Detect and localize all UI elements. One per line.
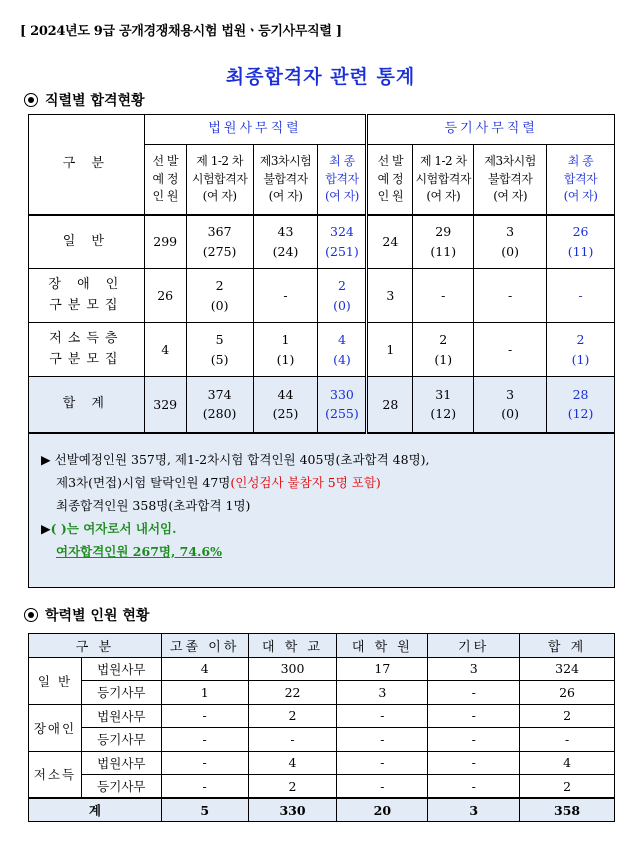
note-line bbox=[41, 540, 602, 563]
table-row bbox=[29, 751, 615, 775]
row-label: 장 애 인 구분모집 bbox=[29, 269, 145, 323]
cell-registry-2: - bbox=[474, 269, 547, 323]
value-cell: - bbox=[248, 728, 337, 752]
value-cell: 2 bbox=[248, 704, 337, 728]
column-header-court-0: 선 발 예 정 인 원 bbox=[144, 145, 186, 215]
value-cell: 3 bbox=[428, 657, 520, 681]
education-table bbox=[28, 633, 615, 822]
sub-label: 등기사무 bbox=[81, 775, 161, 799]
note-line: ▶ 선발예정인원 357명, 제1-2차시험 합격인원 405명(초과합격 48명), bbox=[41, 451, 430, 467]
table-row bbox=[29, 657, 615, 681]
cell-court-1: 374 (280) bbox=[186, 377, 253, 433]
column-header: 대 학 원 bbox=[337, 634, 428, 658]
column-header: 합 계 bbox=[520, 634, 615, 658]
notes-box bbox=[29, 433, 615, 588]
cell-registry-0: 24 bbox=[367, 215, 413, 269]
cell-registry-1: 29 (11) bbox=[413, 215, 474, 269]
document-header: [ 2024년도 9급 공개경쟁채용시험 법원ㆍ등기사무직렬 ] bbox=[20, 24, 342, 39]
table-row bbox=[29, 377, 615, 433]
total-cell: 358 bbox=[520, 798, 615, 822]
total-row bbox=[29, 798, 615, 822]
total-label: 계 bbox=[29, 798, 162, 822]
section-heading-by-education bbox=[24, 605, 149, 625]
cell-court-3: 2 (0) bbox=[318, 269, 367, 323]
value-cell: - bbox=[337, 775, 428, 799]
value-cell: 2 bbox=[248, 775, 337, 799]
cell-court-1: 5 (5) bbox=[186, 323, 253, 377]
value-cell: 3 bbox=[337, 681, 428, 705]
total-cell: 3 bbox=[428, 798, 520, 822]
section-title: 직렬별 합격현황 bbox=[45, 93, 145, 109]
row-label: 저소득층 구분모집 bbox=[29, 323, 145, 377]
column-header: 고졸 이하 bbox=[161, 634, 248, 658]
value-cell: 4 bbox=[520, 751, 615, 775]
cell-court-0: 329 bbox=[144, 377, 186, 433]
column-header-registry-0: 선 발 예 정 인 원 bbox=[367, 145, 413, 215]
total-cell: 20 bbox=[337, 798, 428, 822]
table-row bbox=[29, 269, 615, 323]
column-header-court-3: 최 종 합격자 (여 자) bbox=[318, 145, 367, 215]
cell-registry-0: 28 bbox=[367, 377, 413, 433]
table-row bbox=[29, 215, 615, 269]
circle-bullet-icon bbox=[24, 608, 38, 622]
cell-court-3: 4 (4) bbox=[318, 323, 367, 377]
cell-court-1: 2 (0) bbox=[186, 269, 253, 323]
note-line: 제3차(면접)시험 탈락인원 47명(인성검사 불참자 5명 포함) bbox=[56, 474, 381, 490]
value-cell: - bbox=[428, 681, 520, 705]
value-cell: - bbox=[428, 704, 520, 728]
value-cell: 1 bbox=[161, 681, 248, 705]
table1-corner-header: 구 분 bbox=[29, 115, 145, 215]
table-row bbox=[29, 728, 615, 752]
group-label: 장애인 bbox=[29, 704, 82, 751]
group-header-court: 법원사무직렬 bbox=[144, 115, 367, 145]
value-cell: 22 bbox=[248, 681, 337, 705]
note-highlight-green: ( )는 여자로서 내서임. bbox=[50, 520, 177, 536]
sub-label: 법원사무 bbox=[81, 751, 161, 775]
value-cell: 26 bbox=[520, 681, 615, 705]
group-label: 일 반 bbox=[29, 657, 82, 704]
cell-court-3: 330 (255) bbox=[318, 377, 367, 433]
value-cell: 300 bbox=[248, 657, 337, 681]
column-header-court-1: 제 1-2 차 시험합격자 (여 자) bbox=[186, 145, 253, 215]
pass-status-table bbox=[28, 114, 615, 588]
cell-registry-3: - bbox=[547, 269, 615, 323]
value-cell: 324 bbox=[520, 657, 615, 681]
column-header: 기타 bbox=[428, 634, 520, 658]
value-cell: - bbox=[337, 728, 428, 752]
cell-registry-2: 3 (0) bbox=[474, 377, 547, 433]
note-line: ▶( )는 여자로서 내서임. bbox=[41, 520, 177, 536]
row-label: 합 계 bbox=[29, 377, 145, 433]
table-row bbox=[29, 704, 615, 728]
value-cell: 2 bbox=[520, 704, 615, 728]
value-cell: - bbox=[161, 751, 248, 775]
value-cell: - bbox=[520, 728, 615, 752]
group-label: 저소득 bbox=[29, 751, 82, 798]
header-row bbox=[29, 634, 615, 658]
value-cell: 17 bbox=[337, 657, 428, 681]
value-cell: - bbox=[161, 775, 248, 799]
column-header: 대 학 교 bbox=[248, 634, 337, 658]
group-header-registry: 등기사무직렬 bbox=[367, 115, 615, 145]
note-highlight-red: (인성검사 불참자 5명 포함) bbox=[230, 474, 381, 490]
column-header-registry-3: 최 종 합격자 (여 자) bbox=[547, 145, 615, 215]
cell-registry-1: - bbox=[413, 269, 474, 323]
cell-court-3: 324 (251) bbox=[318, 215, 367, 269]
cell-court-2: 1 (1) bbox=[253, 323, 318, 377]
cell-court-2: 43 (24) bbox=[253, 215, 318, 269]
row-label: 일 반 bbox=[29, 215, 145, 269]
sub-label: 법원사무 bbox=[81, 657, 161, 681]
cell-court-1: 367 (275) bbox=[186, 215, 253, 269]
value-cell: - bbox=[161, 728, 248, 752]
cell-court-2: 44 (25) bbox=[253, 377, 318, 433]
cell-court-0: 4 bbox=[144, 323, 186, 377]
cell-registry-2: 3 (0) bbox=[474, 215, 547, 269]
column-header-registry-1: 제 1-2 차 시험합격자 (여 자) bbox=[413, 145, 474, 215]
total-cell: 330 bbox=[248, 798, 337, 822]
value-cell: 4 bbox=[161, 657, 248, 681]
cell-registry-2: - bbox=[474, 323, 547, 377]
section-heading-by-series bbox=[24, 90, 145, 110]
value-cell: 2 bbox=[520, 775, 615, 799]
cell-registry-3: 2 (1) bbox=[547, 323, 615, 377]
value-cell: - bbox=[428, 751, 520, 775]
cell-court-2: - bbox=[253, 269, 318, 323]
page-title: 최종합격자 관련 통계 bbox=[225, 66, 416, 88]
cell-registry-3: 26 (11) bbox=[547, 215, 615, 269]
column-header: 구 분 bbox=[29, 634, 162, 658]
value-cell: - bbox=[337, 751, 428, 775]
column-header-court-2: 제3차시험 불합격자 (여 자) bbox=[253, 145, 318, 215]
sub-label: 등기사무 bbox=[81, 728, 161, 752]
cell-registry-0: 3 bbox=[367, 269, 413, 323]
sub-label: 등기사무 bbox=[81, 681, 161, 705]
cell-registry-0: 1 bbox=[367, 323, 413, 377]
value-cell: - bbox=[428, 775, 520, 799]
cell-registry-1: 31 (12) bbox=[413, 377, 474, 433]
table-row bbox=[29, 681, 615, 705]
table-row bbox=[29, 323, 615, 377]
section-title: 학력별 인원 현황 bbox=[45, 608, 150, 624]
cell-registry-3: 28 (12) bbox=[547, 377, 615, 433]
circle-bullet-icon bbox=[24, 93, 38, 107]
note-line: 최종합격인원 358명(초과합격 1명) bbox=[56, 497, 251, 513]
column-header-registry-2: 제3차시험 불합격자 (여 자) bbox=[474, 145, 547, 215]
note-female-total: 여자합격인원 267명, 74.6% bbox=[56, 543, 222, 559]
sub-label: 법원사무 bbox=[81, 704, 161, 728]
value-cell: - bbox=[337, 704, 428, 728]
cell-registry-1: 2 (1) bbox=[413, 323, 474, 377]
total-cell: 5 bbox=[161, 798, 248, 822]
value-cell: - bbox=[428, 728, 520, 752]
cell-court-0: 299 bbox=[144, 215, 186, 269]
table-row bbox=[29, 775, 615, 799]
value-cell: 4 bbox=[248, 751, 337, 775]
value-cell: - bbox=[161, 704, 248, 728]
cell-court-0: 26 bbox=[144, 269, 186, 323]
